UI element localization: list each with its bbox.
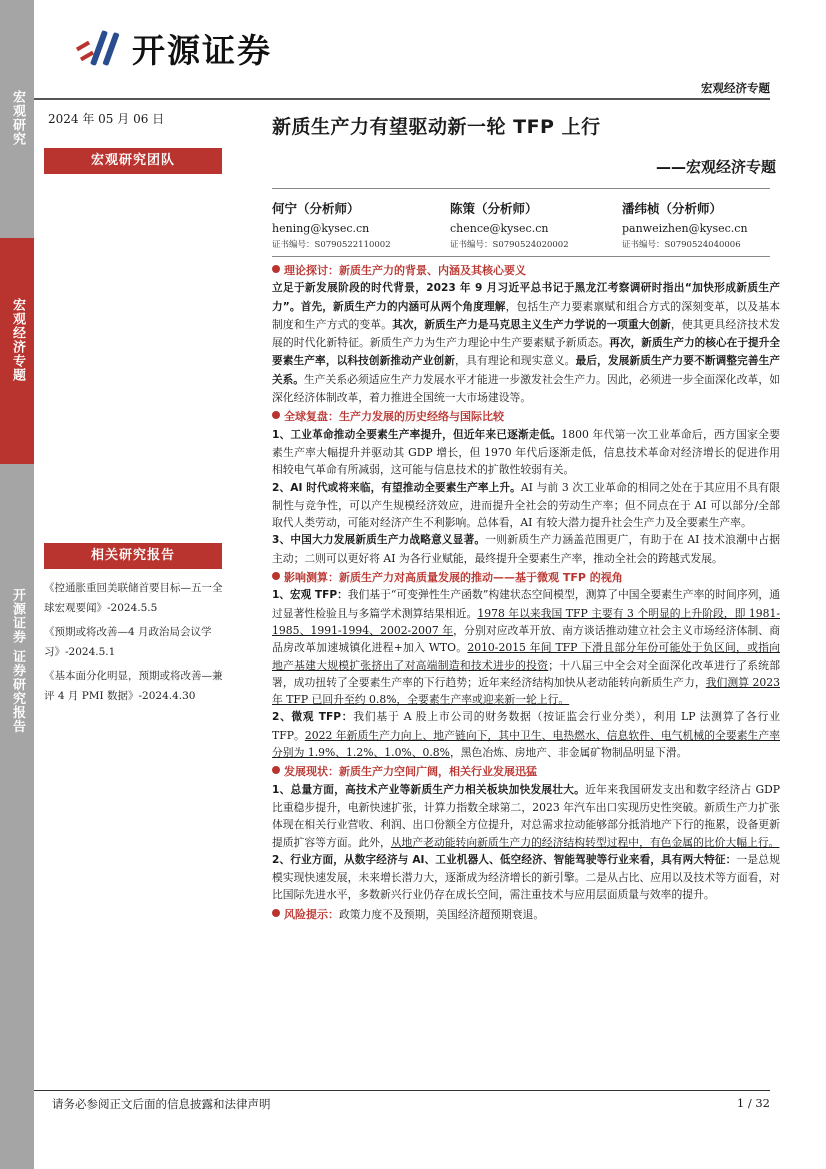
section-paragraph: 2、行业方面，从数字经济与 AI、工业机器人、低空经济、智能驾驶等行业来看，具有两大特征：一是总规模实现快速发展，未来增长潜力大，逐渐成为经济增长的新引擎。二是从占比、应用以及技术等方面看，对比国际先进水平，多数新兴行业仍存在成长空间，需注重技术与应用层面质量与效率的提升。 (272, 852, 780, 902)
header-rule (34, 98, 770, 100)
section-heading: 影响测算：新质生产力对高质量发展的推动——基于微观 TFP 的视角 (272, 569, 780, 586)
footer-disclaimer: 请务必参阅正文后面的信息披露和法律声明 (52, 1097, 271, 1111)
section-heading: 发展现状：新质生产力空间广阔，相关行业发展迅猛 (272, 763, 780, 780)
sidebar-label-middle: 宏观经济专题 (10, 298, 25, 382)
sidebar-label-top: 宏观研究 (10, 90, 25, 146)
bullet-dot-icon (272, 265, 280, 273)
section-paragraph: 立足于新发展阶段的时代背景，2023 年 9 月习近平总书记于黑龙江考察调研时指出“加快形成新质生产力”。首先，新质生产力的内涵可从两个角度理解，包括生产力要素禀赋和组合方式的深刻变革，以及基本制度和生产方式的变革。其次，新质生产力是马克思主义生产力学说的一项重大创新，使其更具经济技术发展的时代化新特征。新质生产力为生产力理论中生产要素赋予新质态。再次，新质生产力的核心在于提升全要素生产率，以科技创新推动产业创新，具有理论和现实意义。最后，发展新质生产力要不断调整完善生产关系。生产关系必须适应生产力发展水平才能进一步激发社会生产力。因此，必须进一步全面深化改革，如深化经济体制改革，着力推进全国统一大市场建设等。 (272, 282, 781, 405)
analyst-name: 陈策（分析师） (450, 201, 538, 216)
bullet-dot-icon (272, 572, 280, 580)
risk-warning: 风险提示：政策力度不及预期，美国经济超预期衰退。 (272, 906, 780, 923)
brand-name: 开源证券 (132, 30, 272, 70)
page-number: 1 / 32 (736, 1096, 770, 1110)
report-type-tag: 宏观经济专题 (701, 81, 770, 95)
analyst-card (450, 199, 620, 250)
team-header: 宏观研究团队 (44, 148, 222, 174)
section-paragraph: 1、宏观 TFP：我们基于“可变弹性生产函数”构建状态空间模型，测算了中国全要素生产率的时间序列，通过显著性检验且与多篇学术测算结果相近。1978 年以来我国 TFP 主要有 3 个明显的上升阶段，即 1981-1985、1991-1994、2002-2007 年，分别对应改革开放、南方谈话推动建立社会主义市场经济体制、商品房改革加速城镇化进程+加入 WTO。2010-2015 年间 TFP 下滑且部分年份可能处于负区间，或指向地产基建大规模扩张挤出了对高端制造和技术进步的投资；十八届三中全会对全面深化改革进行了系统部署，成功扭转了全要素生产率的下行趋势；近年来经济结构加快从老动能转向新质生产力，我们测算 2023 年 TFP 已回升至约 0.8%，全要素生产率或迎来新一轮上行。 (272, 588, 781, 707)
analyst-card (272, 199, 442, 250)
analyst-name: 潘纬桢（分析师） (622, 201, 723, 216)
bullet-dot-icon (272, 766, 280, 774)
analyst-email[interactable]: hening@kysec.cn (272, 222, 370, 235)
section-heading: 全球复盘：生产力发展的历史经络与国际比较 (272, 408, 780, 425)
related-report-item[interactable]: 《基本面分化明显，预期或将改善—兼评 4 月 PMI 数据》-2024.4.30 (44, 670, 223, 702)
related-header: 相关研究报告 (44, 543, 222, 569)
analyst-card (622, 199, 782, 250)
brand-logo (76, 26, 272, 70)
analyst-email[interactable]: panweizhen@kysec.cn (622, 222, 748, 235)
analyst-cert: 证书编号：S0790524040006 (622, 240, 741, 250)
section-paragraph: 2、微观 TFP：我们基于 A 股上市公司的财务数据（按证监会行业分类），利用 LP 法测算了各行业 TFP。2022 年新质生产力向上、地产链向下，其中卫生、电热燃水、信息软件、电气机械的全要素生产率分别为 1.9%、1.2%、1.0%、0.8%，黑色冶炼、房地产、非金属矿物制品明显下滑。 (272, 710, 781, 760)
analyst-name: 何宁（分析师） (272, 201, 360, 216)
sidebar-strip-bottom (0, 464, 34, 1169)
section-heading: 理论探讨：新质生产力的背景、内涵及其核心要义 (272, 262, 780, 279)
related-report-item[interactable]: 《预期或将改善—4 月政治局会议学习》-2024.5.1 (44, 626, 212, 658)
analyst-cert: 证书编号：S0790522110002 (272, 240, 391, 250)
section-paragraph: 1、工业革命推动全要素生产率提升，但近年来已逐渐走低。1800 年代第一次工业革命后，西方国家全要素生产率大幅提升并驱动其 GDP 增长，但 1970 年代后逐渐走低，信息技术革命对经济增长的促进作用相较电气革命有所减弱，这可能与信息技术的扩散性较弱有关。 (272, 427, 780, 477)
footer-rule (34, 1090, 770, 1091)
analyst-rule (272, 188, 770, 189)
bullet-dot-icon (272, 411, 280, 419)
related-report-item[interactable]: 《控通胀重回美联储首要目标—五一全球宏观要闻》-2024.5.5 (44, 582, 223, 614)
bullet-dot-icon (272, 909, 280, 917)
analyst-email[interactable]: chence@kysec.cn (450, 222, 549, 235)
section-paragraph: 2、AI 时代或将来临，有望推动全要素生产率上升。AI 与前 3 次工业革命的相同之处在于其应用不具有限制性与竞争性，可以产生规模经济效应，进而提升全社会的劳动生产率；但不同点在于 AI 可以部分/全部取代人类劳动，可能对经济产生不利影响。总体看，AI 有较大潜力提升社会生产力及全要素生产率。 (272, 480, 780, 530)
analyst-cert: 证书编号：S0790524020002 (450, 240, 569, 250)
analyst-rule-bottom (272, 256, 770, 257)
report-title: 新质生产力有望驱动新一轮 TFP 上行 (272, 116, 601, 138)
section-paragraph: 3、中国大力发展新质生产力战略意义显著。一则新质生产力涵盖范围更广，有助于在 AI 技术浪潮中占据主动；二则可以更好将 AI 为各行业赋能，最终提升全要素生产率，推动全社会的跨越式发展。 (272, 533, 780, 565)
report-date: 2024 年 05 月 06 日 (48, 112, 165, 126)
brand-logo-icon (76, 26, 128, 70)
sidebar-label-bottom: 开源证券 证券研究报告 (10, 588, 25, 734)
main-body (272, 262, 780, 923)
report-subtitle: ——宏观经济专题 (655, 158, 776, 176)
section-paragraph: 1、总量方面，高技术产业等新质生产力相关板块加快发展壮大。近年来我国研发支出和数字经济占 GDP 比重稳步提升，电新快速扩张，计算力指数全球第二，2023 年汽车出口实现历史性突破。新质生产力扩张体现在相关行业营收、利润、出口份额全方位提升，对总需求拉动能够部分抵消地产下行的拖累，设备更新提质扩容等方面。此外，从地产老动能转向新质生产力的经济结构转型过程中，有色金属的比价大幅上行。 (272, 782, 780, 849)
